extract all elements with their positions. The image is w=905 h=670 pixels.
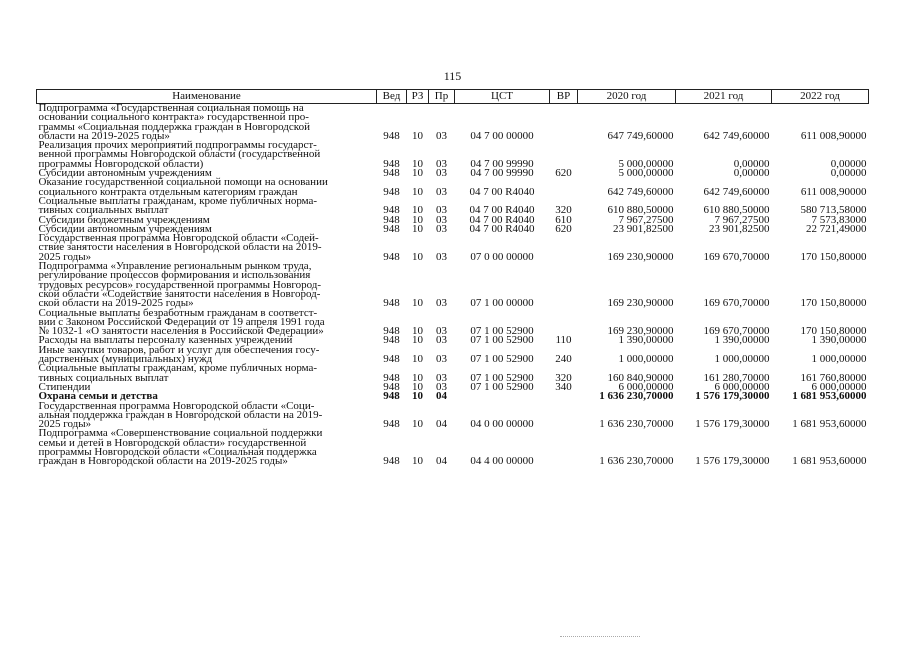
row-ved: 948 [383, 353, 400, 366]
row-name-line: Социальные выплаты безработным гражданам в соответст- [38, 306, 318, 319]
row-name-line: Расходы на выплаты персоналу казенных учреждений [38, 334, 293, 347]
row-amount-2020: 6 000,00000 [618, 380, 674, 393]
header-2021: 2021 год [676, 90, 772, 104]
row-pr: 04 [436, 418, 447, 431]
row-name-line: социального контракта отдельным категориям граждан [38, 185, 298, 198]
row-name-line: Реализация прочих мероприятий подпрограммы государст- [38, 139, 317, 152]
row-amount-2022: 22 721,49000 [806, 222, 867, 235]
row-cst: 04 7 00 99990 [470, 167, 534, 180]
row-name-line: граммы «Социальная поддержка граждан в Новгородской [38, 120, 310, 133]
row-name-line: области на 2019-2025 годы» [38, 129, 170, 142]
row-name [37, 194, 377, 217]
row-name-line: основании социального контракта» государственной про- [38, 111, 309, 124]
row-pr: 04 [436, 390, 447, 403]
row-name-line: Оказание государственной социальной помощи на основании [38, 176, 328, 189]
row-name-line: венной программы Новгородской области (государственной [38, 148, 321, 161]
row-ved: 948 [383, 334, 400, 347]
row-name [37, 141, 377, 169]
row-name [37, 306, 377, 338]
row-vr: 320 [555, 371, 572, 384]
row-cst: 07 1 00 52900 [470, 380, 534, 393]
row-cst: 07 1 00 52900 [470, 353, 534, 366]
row-amount-2021: 642 749,60000 [703, 185, 770, 198]
row-ved: 948 [383, 185, 400, 198]
row-pr: 03 [436, 353, 447, 366]
row-cst: 04 7 00 99990 [470, 157, 534, 170]
row-vr: 340 [555, 380, 572, 393]
row-cst: 07 1 00 52900 [470, 371, 534, 384]
row-amount-2022: 170 150,80000 [800, 250, 867, 263]
row-name-line: трудовых ресурсов» государственной программы Новгород- [38, 278, 322, 291]
row-vr: 240 [555, 353, 572, 366]
row-name [37, 104, 377, 142]
row-pr: 03 [436, 325, 447, 338]
row-name-line: тивных социальных выплат [38, 371, 169, 384]
row-amount-2022: 6 000,00000 [811, 380, 867, 393]
row-name-line: Социальные выплаты гражданам, кроме публичных норма- [38, 194, 318, 207]
row-cst: 04 4 00 00000 [470, 455, 534, 468]
row-ved: 948 [383, 380, 400, 393]
row-name-line: 2025 годы» [38, 418, 92, 431]
row-rz: 10 [412, 297, 423, 310]
row-rz: 10 [412, 167, 423, 180]
row-rz: 10 [412, 185, 423, 198]
row-amount-2020: 7 967,27500 [618, 213, 674, 226]
row-cst [455, 392, 550, 401]
table-row [37, 197, 869, 216]
row-amount-2021: 23 901,82500 [709, 222, 770, 235]
row-vr [550, 234, 578, 262]
row-rz: 10 [412, 325, 423, 338]
row-rz: 10 [412, 334, 423, 347]
row-name-line: ской области «Содействие занятости населения в Новгород- [38, 287, 321, 300]
row-cst: 04 7 00 R4040 [469, 213, 535, 226]
table-row [37, 141, 869, 169]
row-cst: 04 0 00 00000 [470, 418, 534, 431]
row-rz: 10 [412, 418, 423, 431]
row-amount-2020: 642 749,60000 [607, 185, 674, 198]
row-amount-2020: 169 230,90000 [607, 250, 674, 263]
row-name-line: Стипендии [38, 380, 91, 393]
row-amount-2021: 642 749,60000 [703, 129, 770, 142]
row-cst: 07 1 00 52900 [470, 334, 534, 347]
page-number: 115 [443, 69, 462, 83]
row-name-line: Социальные выплаты гражданам, кроме публичных норма- [38, 362, 318, 375]
row-cst: 04 7 00 R4040 [469, 222, 535, 235]
row-amount-2020: 160 840,90000 [607, 371, 674, 384]
row-name-line: 2025 годы» [38, 250, 92, 263]
row-vr [550, 309, 578, 337]
row-amount-2022: 0,00000 [830, 157, 867, 170]
row-pr: 03 [436, 185, 447, 198]
row-amount-2020: 1 390,00000 [618, 334, 674, 347]
row-rz: 10 [412, 213, 423, 226]
row-amount-2022: 1 681 953,60000 [792, 390, 867, 403]
row-amount-2021: 161 280,70000 [703, 371, 770, 384]
row-amount-2021: 1 000,00000 [714, 353, 770, 366]
header-2022: 2022 год [772, 90, 869, 104]
row-rz: 10 [412, 204, 423, 217]
row-ved: 948 [383, 455, 400, 468]
row-pr: 03 [436, 250, 447, 263]
row-vr: 320 [555, 204, 572, 217]
table-row [37, 429, 869, 466]
table-row [37, 262, 869, 308]
row-amount-2021: 169 670,70000 [703, 325, 770, 338]
row-vr [550, 141, 578, 169]
row-pr: 03 [436, 129, 447, 142]
row-cst: 07 1 00 00000 [470, 297, 534, 310]
row-name-line: регулирование процессов формирования и использования [38, 269, 311, 282]
table-body [37, 104, 869, 467]
row-cst: 04 7 00 R4040 [469, 185, 535, 198]
row-name [37, 262, 377, 308]
row-name-line: программы Новгородской области) [38, 157, 204, 170]
row-ved: 948 [383, 418, 400, 431]
row-amount-2022: 611 008,90000 [800, 129, 867, 142]
row-amount-2021: 169 670,70000 [703, 250, 770, 263]
row-amount-2020: 1 636 230,70000 [599, 418, 674, 431]
row-amount-2022: 580 713,58000 [800, 204, 867, 217]
row-pr: 03 [436, 380, 447, 393]
row-pr: 03 [436, 371, 447, 384]
row-amount-2020: 1 636 230,70000 [599, 390, 674, 403]
row-amount-2022: 0,00000 [830, 167, 867, 180]
row-pr: 03 [436, 204, 447, 217]
row-amount-2021: 1 576 179,30000 [695, 455, 770, 468]
row-rz: 10 [412, 371, 423, 384]
row-rz: 10 [412, 455, 423, 468]
row-name-line: Государственная программа Новгородской области «Содей- [38, 232, 319, 245]
row-rz: 10 [412, 129, 423, 142]
scan-artifact [560, 636, 640, 638]
row-amount-2021: 7 967,27500 [714, 213, 770, 226]
row-amount-2021: 6 000,00000 [714, 380, 770, 393]
row-name-line: ской области на 2019-2025 годы» [38, 297, 194, 310]
row-pr: 03 [436, 213, 447, 226]
row-amount-2022: 1 000,00000 [811, 353, 867, 366]
scan-edge-marks [891, 0, 905, 670]
row-pr: 03 [436, 167, 447, 180]
row-ved: 948 [383, 129, 400, 142]
row-name-line: дарственных (муниципальных) нужд [38, 353, 213, 366]
row-amount-2021: 1 576 179,30000 [695, 390, 770, 403]
row-amount-2020: 1 000,00000 [618, 353, 674, 366]
row-vr [550, 429, 578, 466]
budget-table [36, 89, 869, 467]
row-cst: 04 7 00 R4040 [469, 204, 535, 217]
row-name-line: Субсидии автономным учреждениям [38, 167, 212, 180]
row-cst: 07 1 00 52900 [470, 325, 534, 338]
row-name-line: Подпрограмма «Государственная социальная помощь на [38, 102, 304, 114]
table-row [37, 309, 869, 337]
table-row [37, 402, 869, 430]
row-vr [550, 402, 578, 430]
row-amount-2021: 0,00000 [733, 157, 770, 170]
row-name-line: Подпрограмма «Совершенствование социальной поддержки [38, 427, 323, 440]
row-name-line: вии с Законом Российской Федерации от 19 апреля 1991 года [38, 315, 325, 328]
row-amount-2022: 161 760,80000 [800, 371, 867, 384]
row-ved: 948 [383, 157, 400, 170]
row-cst: 04 7 00 00000 [470, 129, 534, 142]
header-ved: Вед [377, 90, 407, 104]
row-name-line: семьи и детей в Новгородской области» государственной [38, 436, 307, 449]
header-2020: 2020 год [578, 90, 676, 104]
row-ved: 948 [383, 390, 400, 403]
row-vr [550, 262, 578, 308]
row-ved: 948 [383, 297, 400, 310]
row-pr: 03 [436, 297, 447, 310]
row-name-line: тивных социальных выплат [38, 204, 169, 217]
row-amount-2022: 7 573,83000 [811, 213, 867, 226]
row-amount-2020: 1 636 230,70000 [599, 455, 674, 468]
row-name-line: ствие занятости населения в Новгородской области на 2019- [38, 241, 322, 254]
row-amount-2021: 0,00000 [733, 167, 770, 180]
row-amount-2020: 647 749,60000 [607, 129, 674, 142]
row-vr [550, 178, 578, 197]
row-vr: 620 [555, 222, 572, 235]
row-name-line: Субсидии автономным учреждениям [38, 222, 212, 235]
row-amount-2022: 1 390,00000 [811, 334, 867, 347]
row-vr: 610 [555, 213, 572, 226]
row-amount-2021: 1 390,00000 [714, 334, 770, 347]
header-pr: Пр [429, 90, 455, 104]
row-vr [550, 104, 578, 142]
row-amount-2020: 169 230,90000 [607, 297, 674, 310]
row-ved: 948 [383, 222, 400, 235]
header-vr: ВР [550, 90, 578, 104]
row-amount-2021: 169 670,70000 [703, 297, 770, 310]
row-ved: 948 [383, 213, 400, 226]
row-amount-2020: 5 000,00000 [618, 167, 674, 180]
row-amount-2022: 1 681 953,60000 [792, 418, 867, 431]
row-pr: 03 [436, 334, 447, 347]
row-amount-2022: 170 150,80000 [800, 325, 867, 338]
row-rz: 10 [412, 157, 423, 170]
row-name [37, 399, 377, 431]
row-ved: 948 [383, 167, 400, 180]
row-cst: 07 0 00 00000 [470, 250, 534, 263]
row-amount-2021: 610 880,50000 [703, 204, 770, 217]
row-vr: 110 [555, 334, 572, 347]
row-vr: 620 [555, 167, 572, 180]
row-pr: 03 [436, 222, 447, 235]
row-name-line: Охрана семьи и детства [38, 390, 158, 403]
row-rz: 10 [412, 250, 423, 263]
row-name-line: Государственная программа Новгородской области «Соци- [38, 399, 315, 412]
row-amount-2022: 170 150,80000 [800, 297, 867, 310]
row-rz: 10 [412, 353, 423, 366]
row-name-line: программы Новгородской области «Социальная поддержка [38, 445, 317, 458]
row-rz: 10 [412, 222, 423, 235]
header-name: Наименование [37, 90, 377, 104]
row-rz: 10 [412, 390, 423, 403]
header-rz: РЗ [407, 90, 429, 104]
row-rz: 10 [412, 380, 423, 393]
table-row [37, 234, 869, 262]
row-ved: 948 [383, 325, 400, 338]
row-ved: 948 [383, 250, 400, 263]
row-name-line: Субсидии бюджетным учреждениям [38, 213, 210, 226]
header-cst: ЦСТ [455, 90, 550, 104]
row-ved: 948 [383, 204, 400, 217]
row-pr: 03 [436, 157, 447, 170]
row-name-line: № 1032-1 «О занятости населения в Российской Федерации» [38, 325, 324, 338]
row-pr: 04 [436, 455, 447, 468]
row-name-line: Подпрограмма «Управление региональным рынком труда, [38, 260, 312, 273]
table-row [37, 104, 869, 142]
row-amount-2020: 23 901,82500 [613, 222, 674, 235]
row-amount-2022: 1 681 953,60000 [792, 455, 867, 468]
row-amount-2020: 5 000,00000 [618, 157, 674, 170]
row-name-line: альная поддержка граждан в Новгородской области на 2019- [38, 408, 323, 421]
row-name-line: Иные закупки товаров, работ и услуг для обеспечения госу- [38, 343, 320, 356]
row-amount-2020: 169 230,90000 [607, 325, 674, 338]
row-amount-2021: 1 576 179,30000 [695, 418, 770, 431]
row-vr [550, 392, 578, 401]
row-amount-2022: 611 008,90000 [800, 185, 867, 198]
row-name-line: граждан в Новгородской области на 2019-2025 годы» [38, 455, 288, 468]
row-name [37, 429, 377, 466]
row-ved: 948 [383, 371, 400, 384]
row-amount-2020: 610 880,50000 [607, 204, 674, 217]
row-name [37, 234, 377, 262]
